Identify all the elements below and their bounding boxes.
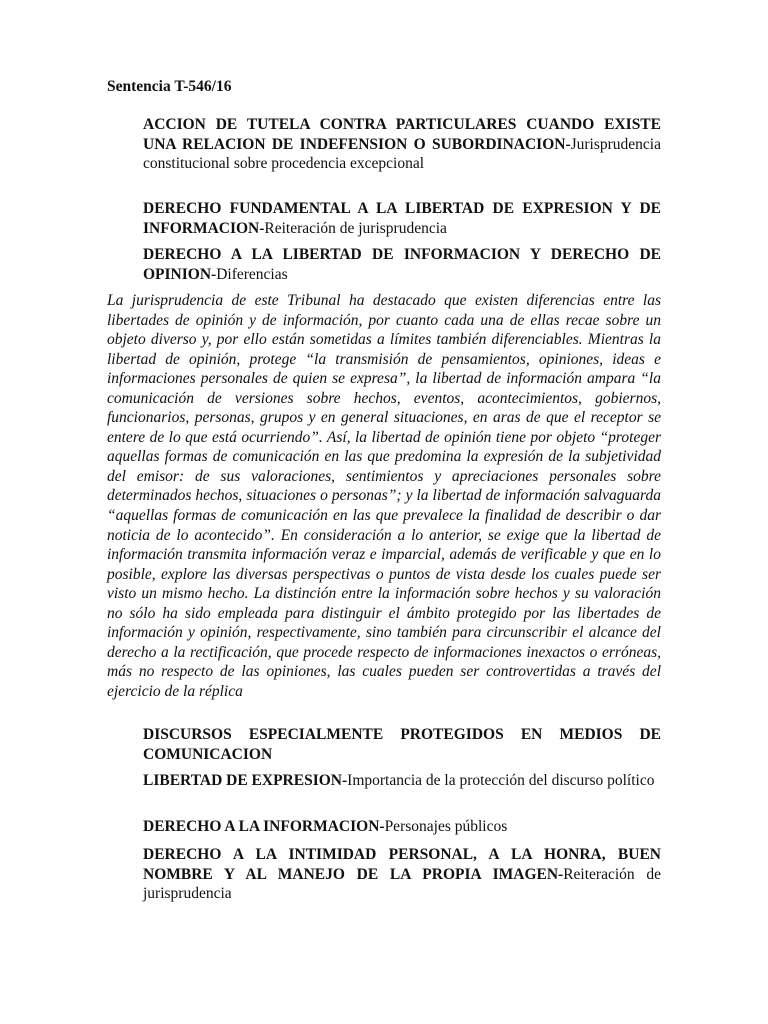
headnote-heading: DERECHO A LA LIBERTAD DE INFORMACION Y DERECHO DE OPINION- bbox=[143, 246, 661, 283]
headnote-intimidad-honra bbox=[143, 845, 661, 904]
headnote-heading: DERECHO A LA INFORMACION- bbox=[143, 818, 385, 835]
headnote-discursos-protegidos bbox=[143, 725, 661, 764]
headnote-tutela bbox=[143, 115, 661, 174]
headnote-libertad-expresion bbox=[143, 771, 661, 791]
headnote-subtitle: Jurisprudencia constitucional sobre procedencia excepcional bbox=[143, 135, 661, 172]
headnote-subtitle: Importancia de la protección del discurso político bbox=[347, 772, 655, 789]
summary-paragraph: La jurisprudencia de este Tribunal ha destacado que existen diferencias entre las libertades de opinión y de información, por cuanto cada una de ellas recae sobre un objeto diverso y, por ello están sometidas a límites también diferenciables. Mientras la libertad de opinión, protege “la transmisión de pensamientos, opiniones, ideas e informaciones personales de quien se expresa”, la libertad de información ampara “la comunicación de versiones sobre hechos, eventos, acontecimientos, gobiernos, funcionarios, personas, grupos y en general situaciones, en aras de que el receptor se entere de lo que está ocurriendo”. Así, la libertad de opinión tiene por objeto “proteger aquellas formas de comunicación en las que predomina la expresión de la subjetividad del emisor: de sus valoraciones, sentimientos y apreciaciones personales sobre determinados hechos, situaciones o personas”; y la libertad de información salvaguarda “aquellas formas de comunicación en las que prevalece la finalidad de describir o dar noticia de lo acontecido”. En consideración a lo anterior, se exige que la libertad de información transmita información veraz e imparcial, además de verificable y que en lo posible, explore las diversas perspectivas o puntos de vista desde los cuales puede ser visto un mismo hecho. La distinción entre la información sobre hechos y su valoración no sólo ha sido empleada para distinguir el ámbito protegido por las libertades de información y opinión, respectivamente, sino también para circunscribir el alcance del derecho a la rectificación, que procede respecto de informaciones inexactos o erróneas, más no respecto de las opiniones, las cuales pueden ser controvertidas a través del ejercicio de la réplica bbox=[107, 292, 661, 700]
headnote-subtitle: Reiteración de jurisprudencia bbox=[143, 865, 661, 902]
headnote-derecho-informacion bbox=[143, 817, 661, 837]
headnote-heading: LIBERTAD DE EXPRESION- bbox=[143, 772, 348, 789]
headnote-heading: DERECHO A LA INTIMIDAD PERSONAL, A LA HONRA, BUEN NOMBRE Y AL MANEJO DE LA PROPIA IMAGEN- bbox=[143, 846, 661, 883]
headnote-heading: DERECHO FUNDAMENTAL A LA LIBERTAD DE EXPRESION Y DE INFORMACION- bbox=[143, 200, 661, 237]
headnote-heading: DISCURSOS ESPECIALMENTE PROTEGIDOS EN MEDIOS DE COMUNICACION bbox=[143, 726, 661, 763]
headnote-subtitle: Diferencias bbox=[216, 265, 288, 283]
headnote-heading: ACCION DE TUTELA CONTRA PARTICULARES CUANDO EXISTE UNA RELACION DE INDEFENSION O SUBORDINACION- bbox=[143, 116, 661, 153]
headnote-subtitle: Personajes públicos bbox=[384, 818, 508, 835]
headnote-informacion-opinion bbox=[143, 245, 661, 284]
document-title: Sentencia T-546/16 bbox=[107, 78, 232, 95]
headnote-subtitle: Reiteración de jurisprudencia bbox=[264, 219, 447, 237]
headnote-libertad-expresion-informacion bbox=[143, 199, 661, 238]
